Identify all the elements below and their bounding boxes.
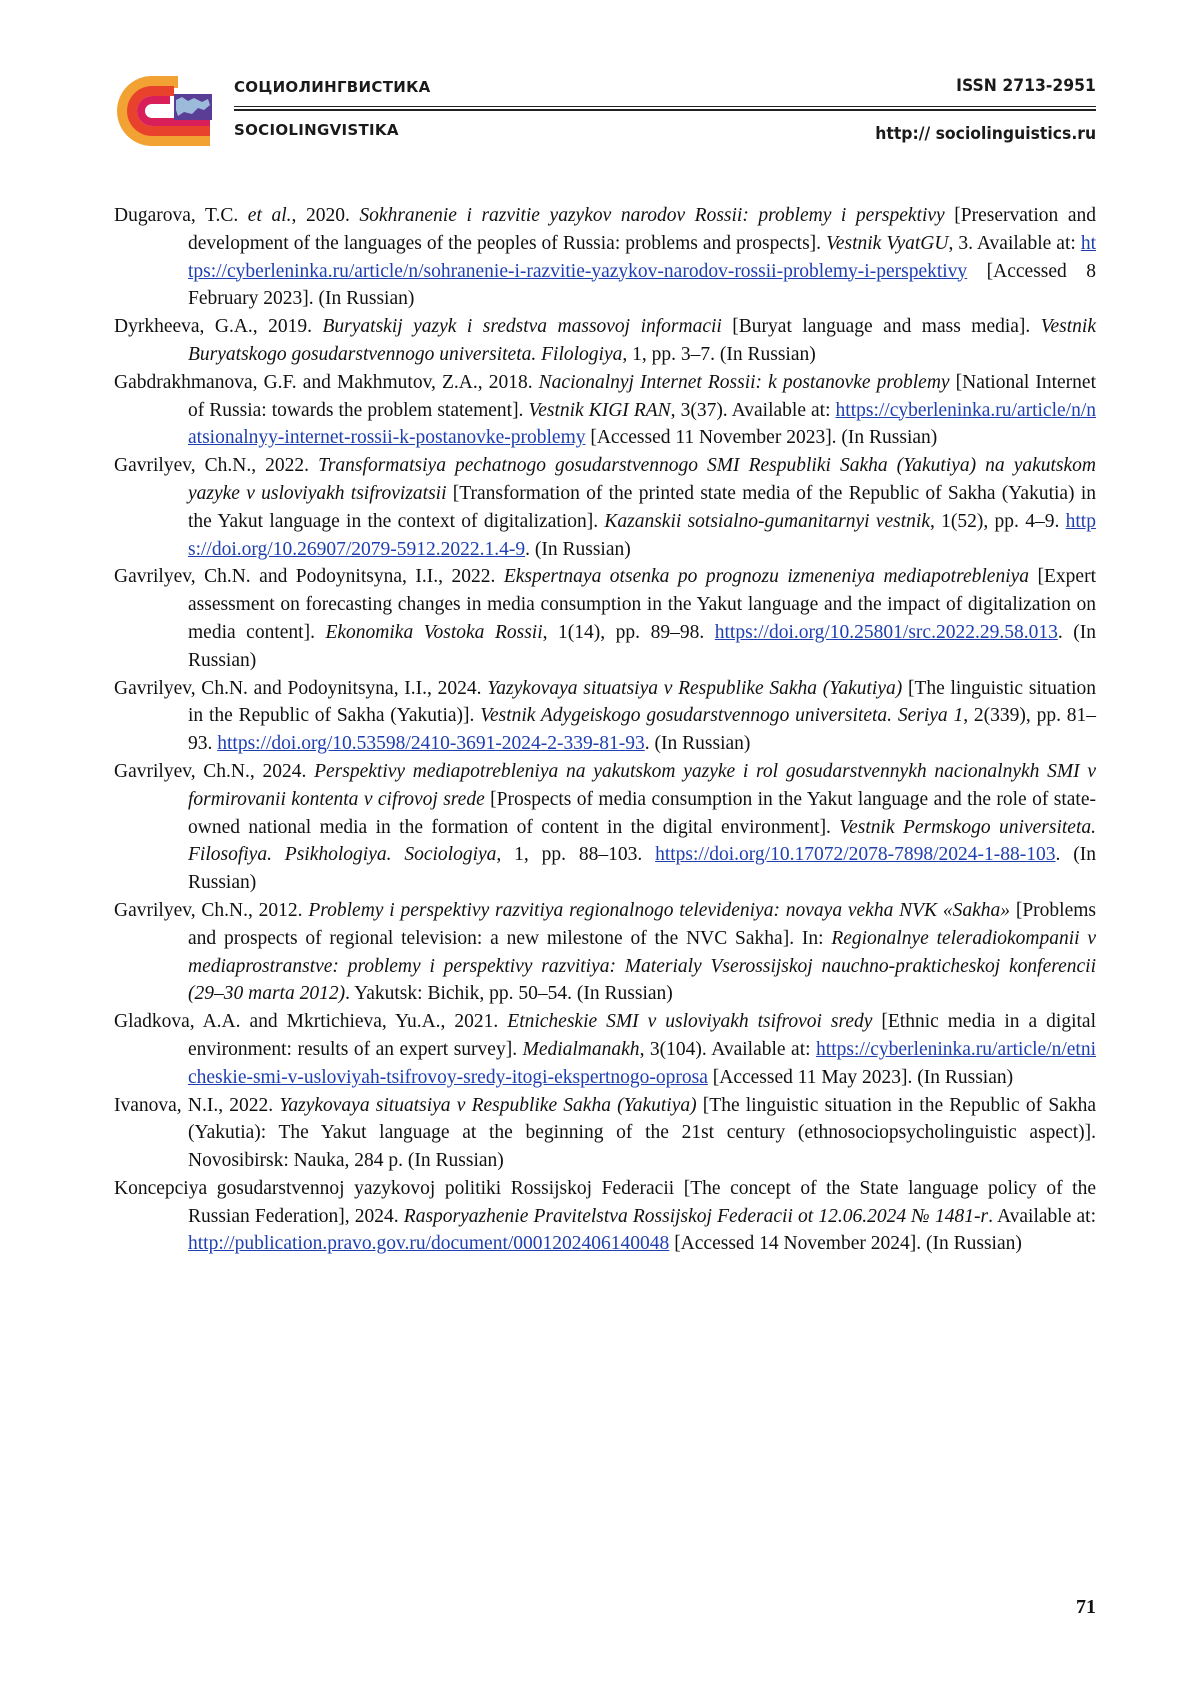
reference-link[interactable]: https://cyberleninka.ru/article/n/sohranenie-i-razvitie-yazykov-narodov-rossii-problemy-i-perspektivy xyxy=(188,232,1096,282)
reference-journal: Vestnik Buryatskogo gosudarstvennogo universiteta. Filologiya xyxy=(188,316,1096,365)
reference-link[interactable]: https://doi.org/10.53598/2410-3691-2024-2-339-81-93 xyxy=(217,733,645,755)
reference-item: Dugarova, T.C. et al., 2020. Sokhranenie i razvitie yazykov narodov Rossii: problemy i perspektivy [Preservation and development of the languages of the peoples of Russia: problems and prospects]. Vestnik VyatGU, 3. Available at: https://cyberleninka.ru/article/n/sohranenie-i-razvitie-yazykov-narodov-rossii-problemy-i-perspektivy [Accessed 8 February 2023]. (In Russian) xyxy=(114,205,1096,310)
reference-title: Ekspertnaya otsenka po prognozu izmeneniya mediapotrebleniya xyxy=(503,566,1030,588)
header-rule-thick xyxy=(234,109,1096,111)
reference-item: Gavrilyev, Ch.N., 2024. Perspektivy mediapotrebleniya na yakutskom yazyke i rol gosudarstvennykh nacionalnykh SMI v formirovanii kontenta v cifrovoj srede [Prospects of media consumption in the Yakut language and the role of state-owned national media in the formation of content in the digital environment]. Vestnik Permskogo universiteta. Filosofiya. Psikhologiya. Sociologiya, 1, pp. 88–103. https://doi.org/10.17072/2078-7898/2024-1-88-103. (In Russian) xyxy=(114,760,1096,894)
reference-link[interactable]: https://doi.org/10.25801/src.2022.29.58.013 xyxy=(714,621,1058,643)
reference-journal: Kazanskii sotsialno-gumanitarnyi vestnik xyxy=(604,510,930,532)
reference-item: Gavrilyev, Ch.N., 2022. Transformatsiya pechatnogo gosudarstvennogo SMI Respubliki Sakha (Yakutiya) na yakutskom yazyke v usloviyakh tsifrovizatsii [Transformation of the printed state media of the Republic of Sakha (Yakutia) in the Yakut language in the context of digitalization]. Kazanskii sotsialno-gumanitarnyi vestnik, 1(52), pp. 4–9. https://doi.org/10.26907/2079-5912.2022.1.4-9. (In Russian) xyxy=(114,455,1096,560)
reference-link[interactable]: https://cyberleninka.ru/article/n/etnicheskie-smi-v-usloviyah-tsifrovoy-sredy-itogi-ekspertnogo-oprosa xyxy=(188,1038,1096,1088)
reference-item: Gladkova, A.A. and Mkrtichieva, Yu.A., 2021. Etnicheskie SMI v usloviyakh tsifrovoi sredy [Ethnic media in a digital environment: results of an expert survey]. Medialmanakh, 3(104). Available at: https://cyberleninka.ru/article/n/etnicheskie-smi-v-usloviyah-tsifrovoy-sredy-itogi-ekspertnogo-oprosa [Accessed 11 May 2023]. (In Russian) xyxy=(114,1011,1096,1088)
reference-journal: Ekonomika Vostoka Rossii xyxy=(325,621,543,643)
reference-title: Yazykovaya situatsiya v Respublike Sakha (Yakutiya) xyxy=(279,1094,697,1116)
journal-url[interactable]: http:// sociolinguistics.ru xyxy=(875,124,1096,144)
reference-item: Gavrilyev, Ch.N., 2012. Problemy i perspektivy razvitiya regionalnogo televideniya: novaya vekha NVK «Sakha» [Problems and prospects of regional television: a new milestone of the NVC Sakha]. In: Regionalnye teleradiokompanii v mediaprostranstve: problemy i perspektivy razvitiya: Materialy Vserossijskoj nauchno-prakticheskoj konferencii (29–30 marta 2012). Yakutsk: Bichik, pp. 50–54. (In Russian) xyxy=(114,899,1096,1005)
reference-link[interactable]: https://doi.org/10.17072/2078-7898/2024-1-88-103 xyxy=(655,844,1056,866)
reference-title: Yazykovaya situatsiya v Respublike Sakha (Yakutiya) xyxy=(487,677,903,699)
reference-list xyxy=(114,202,1096,1258)
reference-title: Buryatskij yazyk i sredstva massovoj informacii xyxy=(322,316,722,338)
journal-title-en: SOCIOLINGVISTIKA xyxy=(234,121,399,139)
reference-item: Ivanova, N.I., 2022. Yazykovaya situatsiya v Respublike Sakha (Yakutiya) [The linguistic situation in the Republic of Sakha (Yakutia): The Yakut language at the beginning of the 21st century (ethnosociopsycholinguistic aspect)]. Novosibirsk: Nauka, 284 p. (In Russian) xyxy=(114,1094,1096,1172)
reference-title: Problemy i perspektivy razvitiya regionalnogo televideniya: novaya vekha NVK «Sakha» xyxy=(308,899,1011,921)
reference-link[interactable]: https://cyberleninka.ru/article/n/natsionalnyy-internet-rossii-k-postanovke-problemy xyxy=(188,399,1096,449)
reference-title: Etnicheskie SMI v usloviyakh tsifrovoi sredy xyxy=(507,1011,873,1033)
reference-title: Rasporyazhenie Pravitelstva Rossijskoj Federacii ot 12.06.2024 № 1481-r xyxy=(403,1205,989,1227)
issn-label: ISSN 2713-2951 xyxy=(956,76,1096,96)
reference-item: Dyrkheeva, G.A., 2019. Buryatskij yazyk i sredstva massovoj informacii [Buryat language and mass media]. Vestnik Buryatskogo gosudarstvennogo universiteta. Filologiya, 1, pp. 3–7. (In Russian) xyxy=(114,316,1096,365)
reference-journal: Regionalnye teleradiokompanii v mediaprostranstve: problemy i perspektivy razvitiya: Materialy Vserossijskoj nauchno-prakticheskoj konferencii (29–30 marta 2012) xyxy=(188,927,1096,1005)
reference-title: Nacionalnyj Internet Rossii: k postanovke problemy xyxy=(538,371,950,393)
reference-journal: Vestnik VyatGU xyxy=(826,232,949,254)
reference-journal: Vestnik KIGI RAN xyxy=(528,399,671,421)
reference-title: Perspektivy mediapotrebleniya na yakutskom yazyke i rol gosudarstvennykh nacionalnykh SMI v formirovanii kontenta v cifrovoj srede xyxy=(188,760,1096,810)
reference-link[interactable]: http://publication.pravo.gov.ru/document/0001202406140048 xyxy=(188,1233,670,1255)
reference-link[interactable]: https://doi.org/10.26907/2079-5912.2022.1.4-9 xyxy=(188,510,1096,560)
reference-journal: Medialmanakh xyxy=(522,1038,640,1060)
journal-title-ru: СОЦИОЛИНГВИСТИКА xyxy=(234,78,431,96)
reference-item: Gavrilyev, Ch.N. and Podoynitsyna, I.I., 2022. Ekspertnaya otsenka po prognozu izmeneniya mediapotrebleniya [Expert assessment on forecasting changes in media consumption in the Yakut language and the impact of digitalization on media content]. Ekonomika Vostoka Rossii, 1(14), pp. 89–98. https://doi.org/10.25801/src.2022.29.58.013. (In Russian) xyxy=(114,566,1096,671)
reference-item: Koncepciya gosudarstvennoj yazykovoj politiki Rossijskoj Federacii [The concept of the State language policy of the Russian Federation], 2024. Rasporyazhenie Pravitelstva Rossijskoj Federacii ot 12.06.2024 № 1481-r. Available at: http://publication.pravo.gov.ru/document/0001202406140048 [Accessed 14 November 2024]. (In Russian) xyxy=(114,1177,1096,1255)
page-number: 71 xyxy=(1076,1596,1096,1618)
reference-title: Sokhranenie i razvitie yazykov narodov Rossii: problemy i perspektivy xyxy=(359,205,945,226)
reference-journal: Vestnik Permskogo universiteta. Filosofiya. Psikhologiya. Sociologiya xyxy=(188,816,1096,866)
page-header xyxy=(0,0,1200,170)
reference-item: Gabdrakhmanova, G.F. and Makhmutov, Z.A., 2018. Nacionalnyj Internet Rossii: k postanovke problemy [National Internet of Russia: towards the problem statement]. Vestnik KIGI RAN, 3(37). Available at: https://cyberleninka.ru/article/n/natsionalnyy-internet-rossii-k-postanovke-problemy [Accessed 11 November 2023]. (In Russian) xyxy=(114,371,1096,449)
reference-title: Transformatsiya pechatnogo gosudarstvennogo SMI Respubliki Sakha (Yakutiya) na yakutskom yazyke v usloviyakh tsifrovizatsii xyxy=(188,455,1096,504)
header-rule xyxy=(234,106,1096,107)
reference-item: Gavrilyev, Ch.N. and Podoynitsyna, I.I., 2024. Yazykovaya situatsiya v Respublike Sakha (Yakutiya) [The linguistic situation in the Republic of Sakha (Yakutia)]. Vestnik Adygeiskogo gosudarstvennogo universiteta. Seriya 1, 2(339), pp. 81–93. https://doi.org/10.53598/2410-3691-2024-2-339-81-93. (In Russian) xyxy=(114,677,1096,755)
journal-logo-icon xyxy=(112,72,216,150)
reference-journal: Vestnik Adygeiskogo gosudarstvennogo universiteta. Seriya 1 xyxy=(480,705,964,727)
